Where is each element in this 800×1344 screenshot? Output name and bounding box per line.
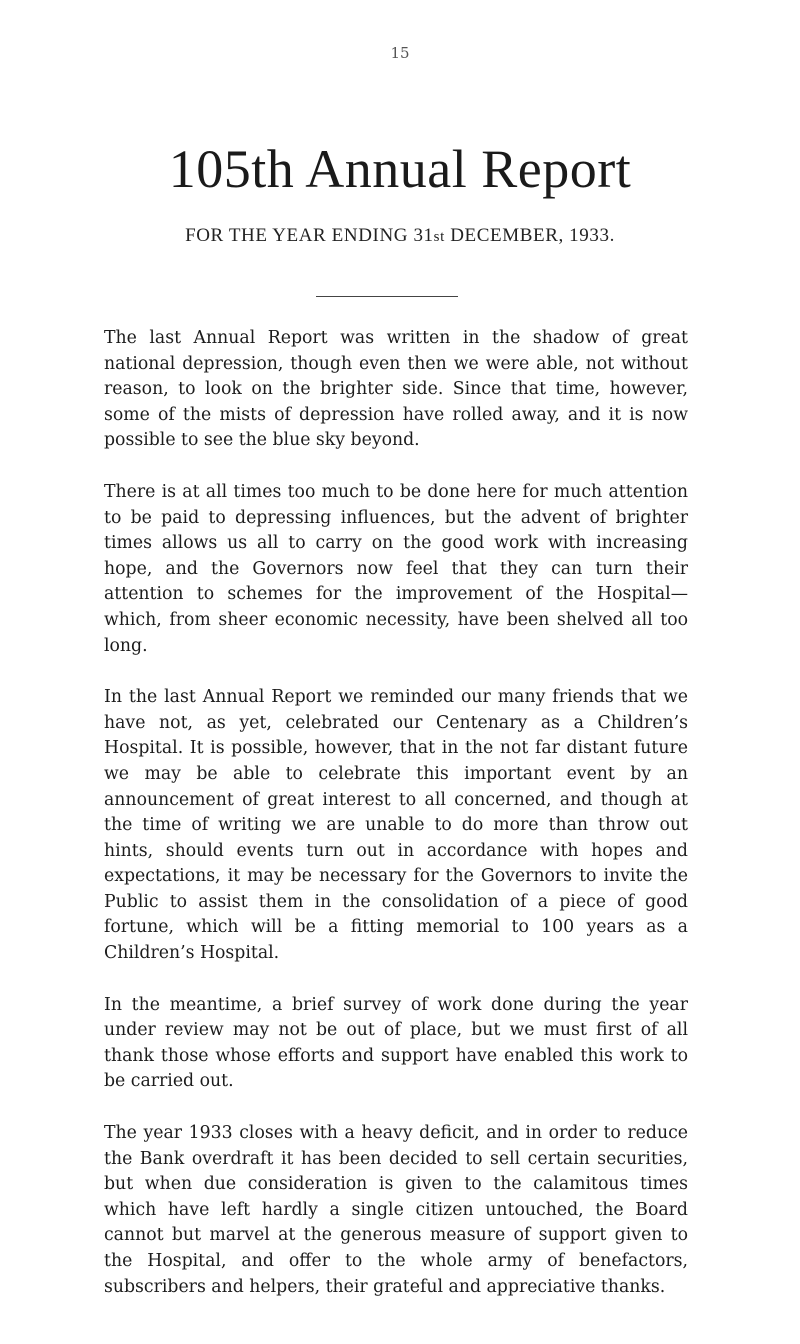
subtitle-ordinal-suffix: st [433, 229, 445, 245]
paragraph: There is at all times too much to be done here for much attention to be paid to depressing influences, but the advent of brighter times allows us all to carry on the good work with increasing hope, and the Governors now feel that they can turn their attention to schemes for the improvement of the Hospital— which, from sheer economic necessity, have been shelved all too long. [104, 481, 688, 656]
report-title: 105th Annual Report [168, 139, 632, 199]
paragraph: In the last Annual Report we reminded our many friends that we have not, as yet, celebrated our Centenary as a Children’s Hospital. It is possible, however, that in the not far distant future we may be able to celebrate this important event by an announcement of great interest to all concerned, and though at the time of writing we are unable to do more than throw out hints, should events turn out in accordance with hopes and expectations, it may be necessary for the Governors to invite the Public to assist them in the consolidation of a piece of good fortune, which will be a fitting memorial to 100 years as a Children’s Hospital. [104, 687, 688, 964]
report-body [104, 326, 688, 1326]
subtitle-prefix: FOR THE YEAR ENDING 31 [185, 225, 434, 246]
paragraph: In the meantime, a brief survey of work done during the year under review may not be out of place, but we must first of all thank those whose efforts and support have enabled this work to be carried out. [104, 994, 688, 1092]
page-number: 15 [390, 44, 410, 62]
paragraph: The year 1933 closes with a heavy deficit, and in order to reduce the Bank overdraft it has been decided to sell certain securities, but when due consideration is given to the calamitous times which have left hardly a single citizen untouched, the Board cannot but marvel at the generous measure of support given to the Hospital, and offer to the whole army of benefactors, subscribers and helpers, their grateful and appreciative thanks. [104, 1123, 688, 1297]
report-subtitle [0, 225, 800, 247]
title-divider [316, 296, 458, 297]
subtitle-suffix: DECEMBER, 1933. [444, 225, 615, 246]
paragraph: The last Annual Report was written in the shadow of great national depression, though even then we were able, not without reason, to look on the brighter side. Since that time, however, some of the mists of depression have rolled away, and it is now possible to see the blue sky beyond. [104, 328, 688, 451]
